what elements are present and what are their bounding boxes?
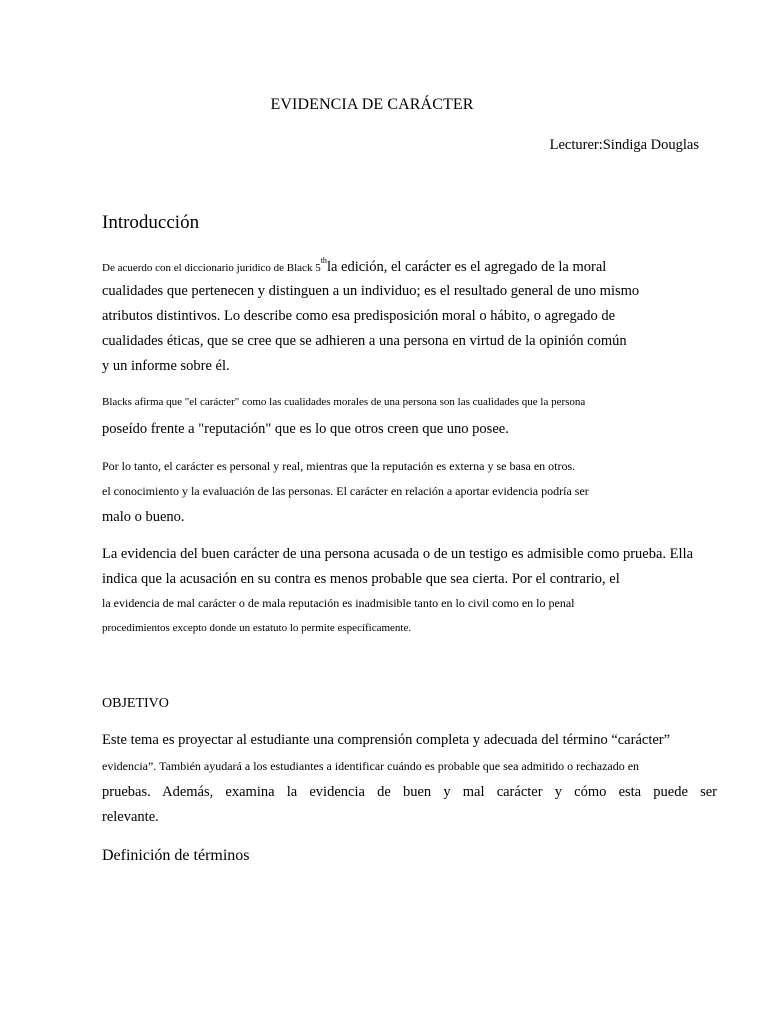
introduction-heading: Introducción <box>102 212 200 233</box>
intro-p1-line-5: y un informe sobre él. <box>102 358 230 374</box>
definitions-heading: Definición de términos <box>102 847 250 864</box>
intro-p4-line-4: procedimientos excepto donde un estatuto lo permite específicamente. <box>102 622 412 634</box>
intro-p1-line-2: cualidades que pertenecen y distinguen a un individuo; es el resultado general de uno mismo <box>102 283 640 299</box>
objective-line-3: pruebas. Además, examina la evidencia de buen y mal carácter y cómo esta puede ser <box>102 784 717 800</box>
intro-p4-line-2: indica que la acusación en su contra es menos probable que sea cierta. Por el contrario, el <box>102 571 620 587</box>
intro-p2-line-1: Blacks afirma que "el carácter" como las cualidades morales de una persona son las cualidades que la persona <box>102 396 586 408</box>
intro-p2-line-2: poseído frente a "reputación" que es lo que otros creen que uno posee. <box>102 421 509 437</box>
intro-p1-line-1-small: De acuerdo con el diccionario jurídico de Black 5 <box>102 262 321 274</box>
document-title: EVIDENCIA DE CARÁCTER <box>270 96 474 113</box>
superscript-th: th <box>320 256 327 265</box>
intro-p3-line-1: Por lo tanto, el carácter es personal y real, mientras que la reputación es externa y se basa en otros. <box>102 459 576 473</box>
intro-p1-line-3: atributos distintivos. Lo describe como esa predisposición moral o hábito, o agregado de <box>102 308 616 324</box>
objective-line-4: relevante. <box>102 809 159 825</box>
intro-p4-line-1: La evidencia del buen carácter de una persona acusada o de un testigo es admisible como prueba. Ella <box>102 546 694 562</box>
lecturer-name: Lecturer:Sindiga Douglas <box>549 137 699 153</box>
intro-p3-line-2: el conocimiento y la evaluación de las personas. El carácter en relación a aportar evidencia podría ser <box>102 484 589 498</box>
objective-line-1: Este tema es proyectar al estudiante una comprensión completa y adecuada del término “carácter” <box>102 732 671 748</box>
intro-p4-line-3: la evidencia de mal carácter o de mala reputación es inadmisible tanto en lo civil como en lo penal <box>102 596 575 610</box>
objective-heading: OBJETIVO <box>102 696 169 711</box>
intro-p3-line-3: malo o bueno. <box>102 509 185 525</box>
intro-p1-line-1-rest: la edición, el carácter es el agregado de la moral <box>326 259 607 275</box>
intro-p1-line-4: cualidades éticas, que se cree que se adhieren a una persona en virtud de la opinión común <box>102 333 627 349</box>
intro-p1-line-1 <box>102 258 606 276</box>
objective-line-2: evidencia”. También ayudará a los estudiantes a identificar cuándo es probable que sea admitido o rechazado en <box>102 759 640 773</box>
